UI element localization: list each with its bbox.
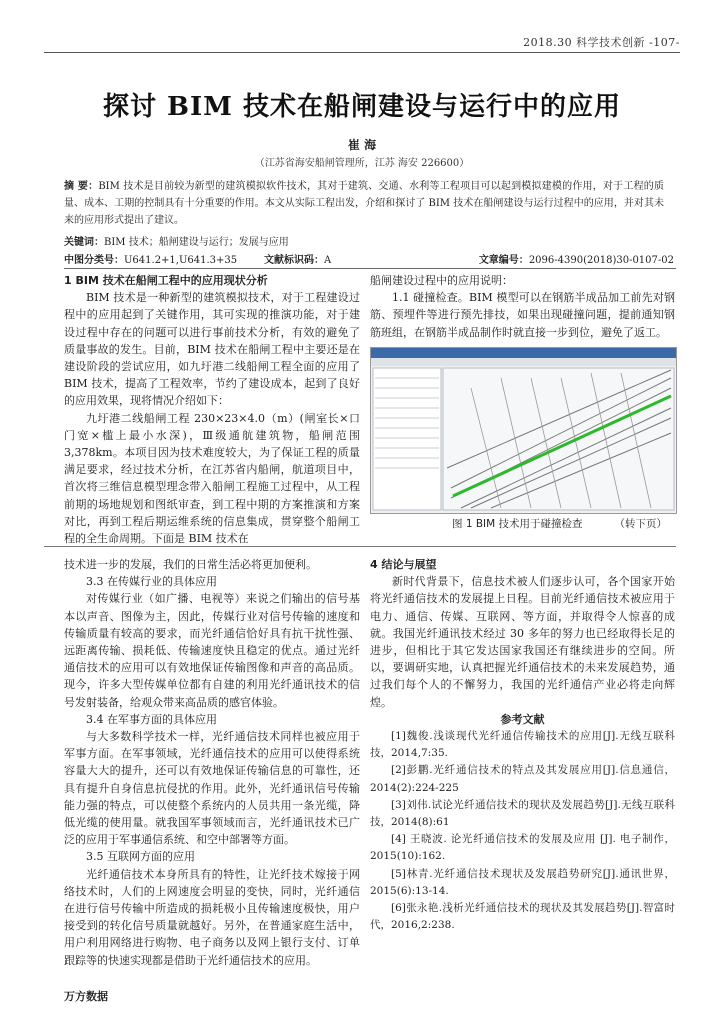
lower-right-column [370,556,675,934]
lower-left-column [64,556,360,969]
subsection-3-5: 3.5 互联网方面的应用 [86,850,195,864]
paragraph: 技术进一步的发展，我们的日常生活必将更加便利。 [64,558,317,571]
doc-value: A [324,255,332,266]
article-title: 探讨 BIM 技术在船闸建设与运行中的应用 [102,92,622,122]
reference-item: [1]魏俊.浅谈现代光纤通信传输技术的应用[J].无线互联科技，2014,7:35. [370,730,675,760]
running-header: 2018.30 科学技术创新 -107- [523,36,680,49]
bim-model-image [371,348,676,513]
affiliation: （江苏省海安船闸管理所，江苏 海安 226600） [254,158,470,169]
figure-caption: 图 1 BIM 技术用于碰撞检查 [452,518,583,530]
footer-brand: 万方数据 [64,990,108,1003]
clc-value: U641.2+1,U641.3+35 [124,255,238,266]
keywords-text: BIM 技术；船闸建设与运行；发展与应用 [104,237,289,248]
keywords [64,233,289,248]
reference-item: [2]彭鹏.光纤通信技术的特点及其发展应用[J].信息通信，2014(2):224-225 [370,764,675,794]
doc-code [264,251,331,266]
reference-item: [3]刘伟.试论光纤通信技术的现状及发展趋势[J].无线互联科技，2014(8):61 [370,798,675,829]
reference-item: [4] 王晓波. 论光纤通信技术的发展及应用 [J]. 电子制作，2015(10):162. [370,833,675,863]
right-column-top [370,272,675,341]
section-4-title: 4 结论与展望 [370,558,437,571]
reference-item: [5]林青.光纤通信技术现状及发展趋势研究[J].通讯世界，2015(6):13-14. [370,867,675,897]
paragraph: 新时代背景下，信息技术被人们逐步认可，各个国家开始将光纤通信技术的发展提上日程。目前光纤通信技术被应用于电力、通信、传媒、互联网、等方面，并取得令人惊喜的成就。我国光纤通讯技术经过 30 多年的努力也已经取得长足的进步，但相比于其它发达国家我国还有继续进步的空间。所以，要调研实地，认真把握光纤通信技术的未来发展趋势，通过我们每个人的不懈努力，我国的光纤通信产业必将走向辉煌。 [370,575,675,709]
article-number [479,251,674,266]
figure-bim-screenshot [370,347,677,514]
left-column [64,272,360,547]
subsection-3-4: 3.4 在军事方面的具体应用 [86,712,217,726]
abstract [64,178,664,229]
references-title: 参考文献 [500,712,545,726]
author: 崔 海 [347,138,377,152]
section-separator [44,546,676,547]
paragraph: 与大多数科学技术一样，光纤通信技术同样也被应用于军事方面。在军事领域，光纤通信技术的应用可以使得系统容量大大的提升，还可以有效地保证传输信息的可靠性，还具有提升自身信息抗侵扰的作用。此外，光纤通讯信号传输能力强的特点，可以使整个系统内的人员共用一条光缆，降低光缆的使用量。就我国军事领域而言，光纤通讯技术已广泛的应用于军事通信系统、和空中部署等方面。 [64,730,360,847]
paragraph: 船闸建设过程中的应用说明： [370,274,513,287]
paragraph: 光纤通信技术本身所具有的特性，让光纤技术嫁接于网络技术时，人们的上网速度会明显的变快，同时，光纤通信在进行信号传输中所造成的损耗极小且传输速度极快，用户接受到的转化信号质量就越好。另外，在普通家庭生活中，用户利用网络进行购物、电子商务以及网上银行支付、订单跟踪等的快速实现都是借助于光纤通信技术的应用。 [64,867,360,967]
art-value: 2096-4390(2018)30-0107-02 [528,255,674,266]
clc-label: 中图分类号： [64,255,124,266]
section-1-title: 1 BIM 技术在船闸工程中的应用现状分析 [64,274,268,287]
doc-label: 文献标识码： [264,255,324,266]
paragraph: 1.1 碰撞检查。BIM 模型可以在钢筋半成品加工前先对钢筋、预埋件等进行预先排技，如果出现碰撞问题，提前通知钢筋班组，在钢筋半成品制作时就直接一步到位，避免了返工。 [370,291,675,339]
meta-rule [64,268,676,269]
header-rule [44,52,680,53]
clc-number [64,251,237,266]
paragraph: 对传媒行业（如广播、电视等）来说之们输出的信号基本以声音、图像为主，因此，传媒行业对信号传输的速度和传输质量有较高的要求，而光纤通信恰好具有抗干扰性强、远距离传输、损耗低、传输速度快且稳定的优点。通过光纤通信技术的应用可以有效地保证传输图像和声音的高品质。现今，许多大型传媒单位都有自建的利用光纤通讯技术的信号发射装备，给观众带来高品质的感官体验。 [64,592,360,709]
continued-note: （转下页） [614,518,667,530]
keywords-label: 关键词： [64,237,104,248]
paragraph: 九圩港二线船闸工程 230×23×4.0（m）(闸室长×口门宽×槛上最小水深)，Ⅲ级通航建筑物，船闸范围 3,378km。本项目因为技术难度较大，为了保证工程的质量满足要求，经过技术分析，在江苏省内船闸，航道项目中，首次将三维信息模型理念带入船闸工程施工过程中，从工程前期的场地规划和图纸审查，到工程中期的方案推演和方案对比，再到工程后期运维系统的信息集成，贯穿整个船闸工程的全生命周期。下面是 BIM 技术在 [64,411,360,546]
abstract-label: 摘 要： [64,181,99,192]
art-label: 文章编号： [478,255,529,266]
subsection-3-3: 3.3 在传媒行业的具体应用 [86,575,217,589]
reference-item: [6]张永艳.浅析光纤通信技术的现状及其发展趋势[J].智富时代，2016,2:238. [370,902,675,932]
paragraph: BIM 技术是一种新型的建筑模拟技术，对于工程建设过程中的应用起到了关键作用，其可实现的推演功能，对于建设过程中存在的问题可以进行事前技术分析，有效的避免了质量事故的发生。目前，BIM 技术在船闸工程中主要还是在建设阶段的尝试应用，如九圩港二线船闸工程全面的应用了 BIM 技术，提高了工程效率，节约了建设成本，起到了良好的应用效果，现将情况介绍如下： [64,291,360,408]
abstract-text: BIM 技术是目前较为新型的建筑模拟软件技术，其对于建筑、交通、水利等工程项目可以起到模拟建模的作用，对于工程的质量、成本、工期的控制具有十分重要的作用。本文从实际工程出发，介绍和探讨了 BIM 技术在船闸建设与运行过程中的应用，并对其未来的应用形式提出了建议。 [64,181,664,226]
